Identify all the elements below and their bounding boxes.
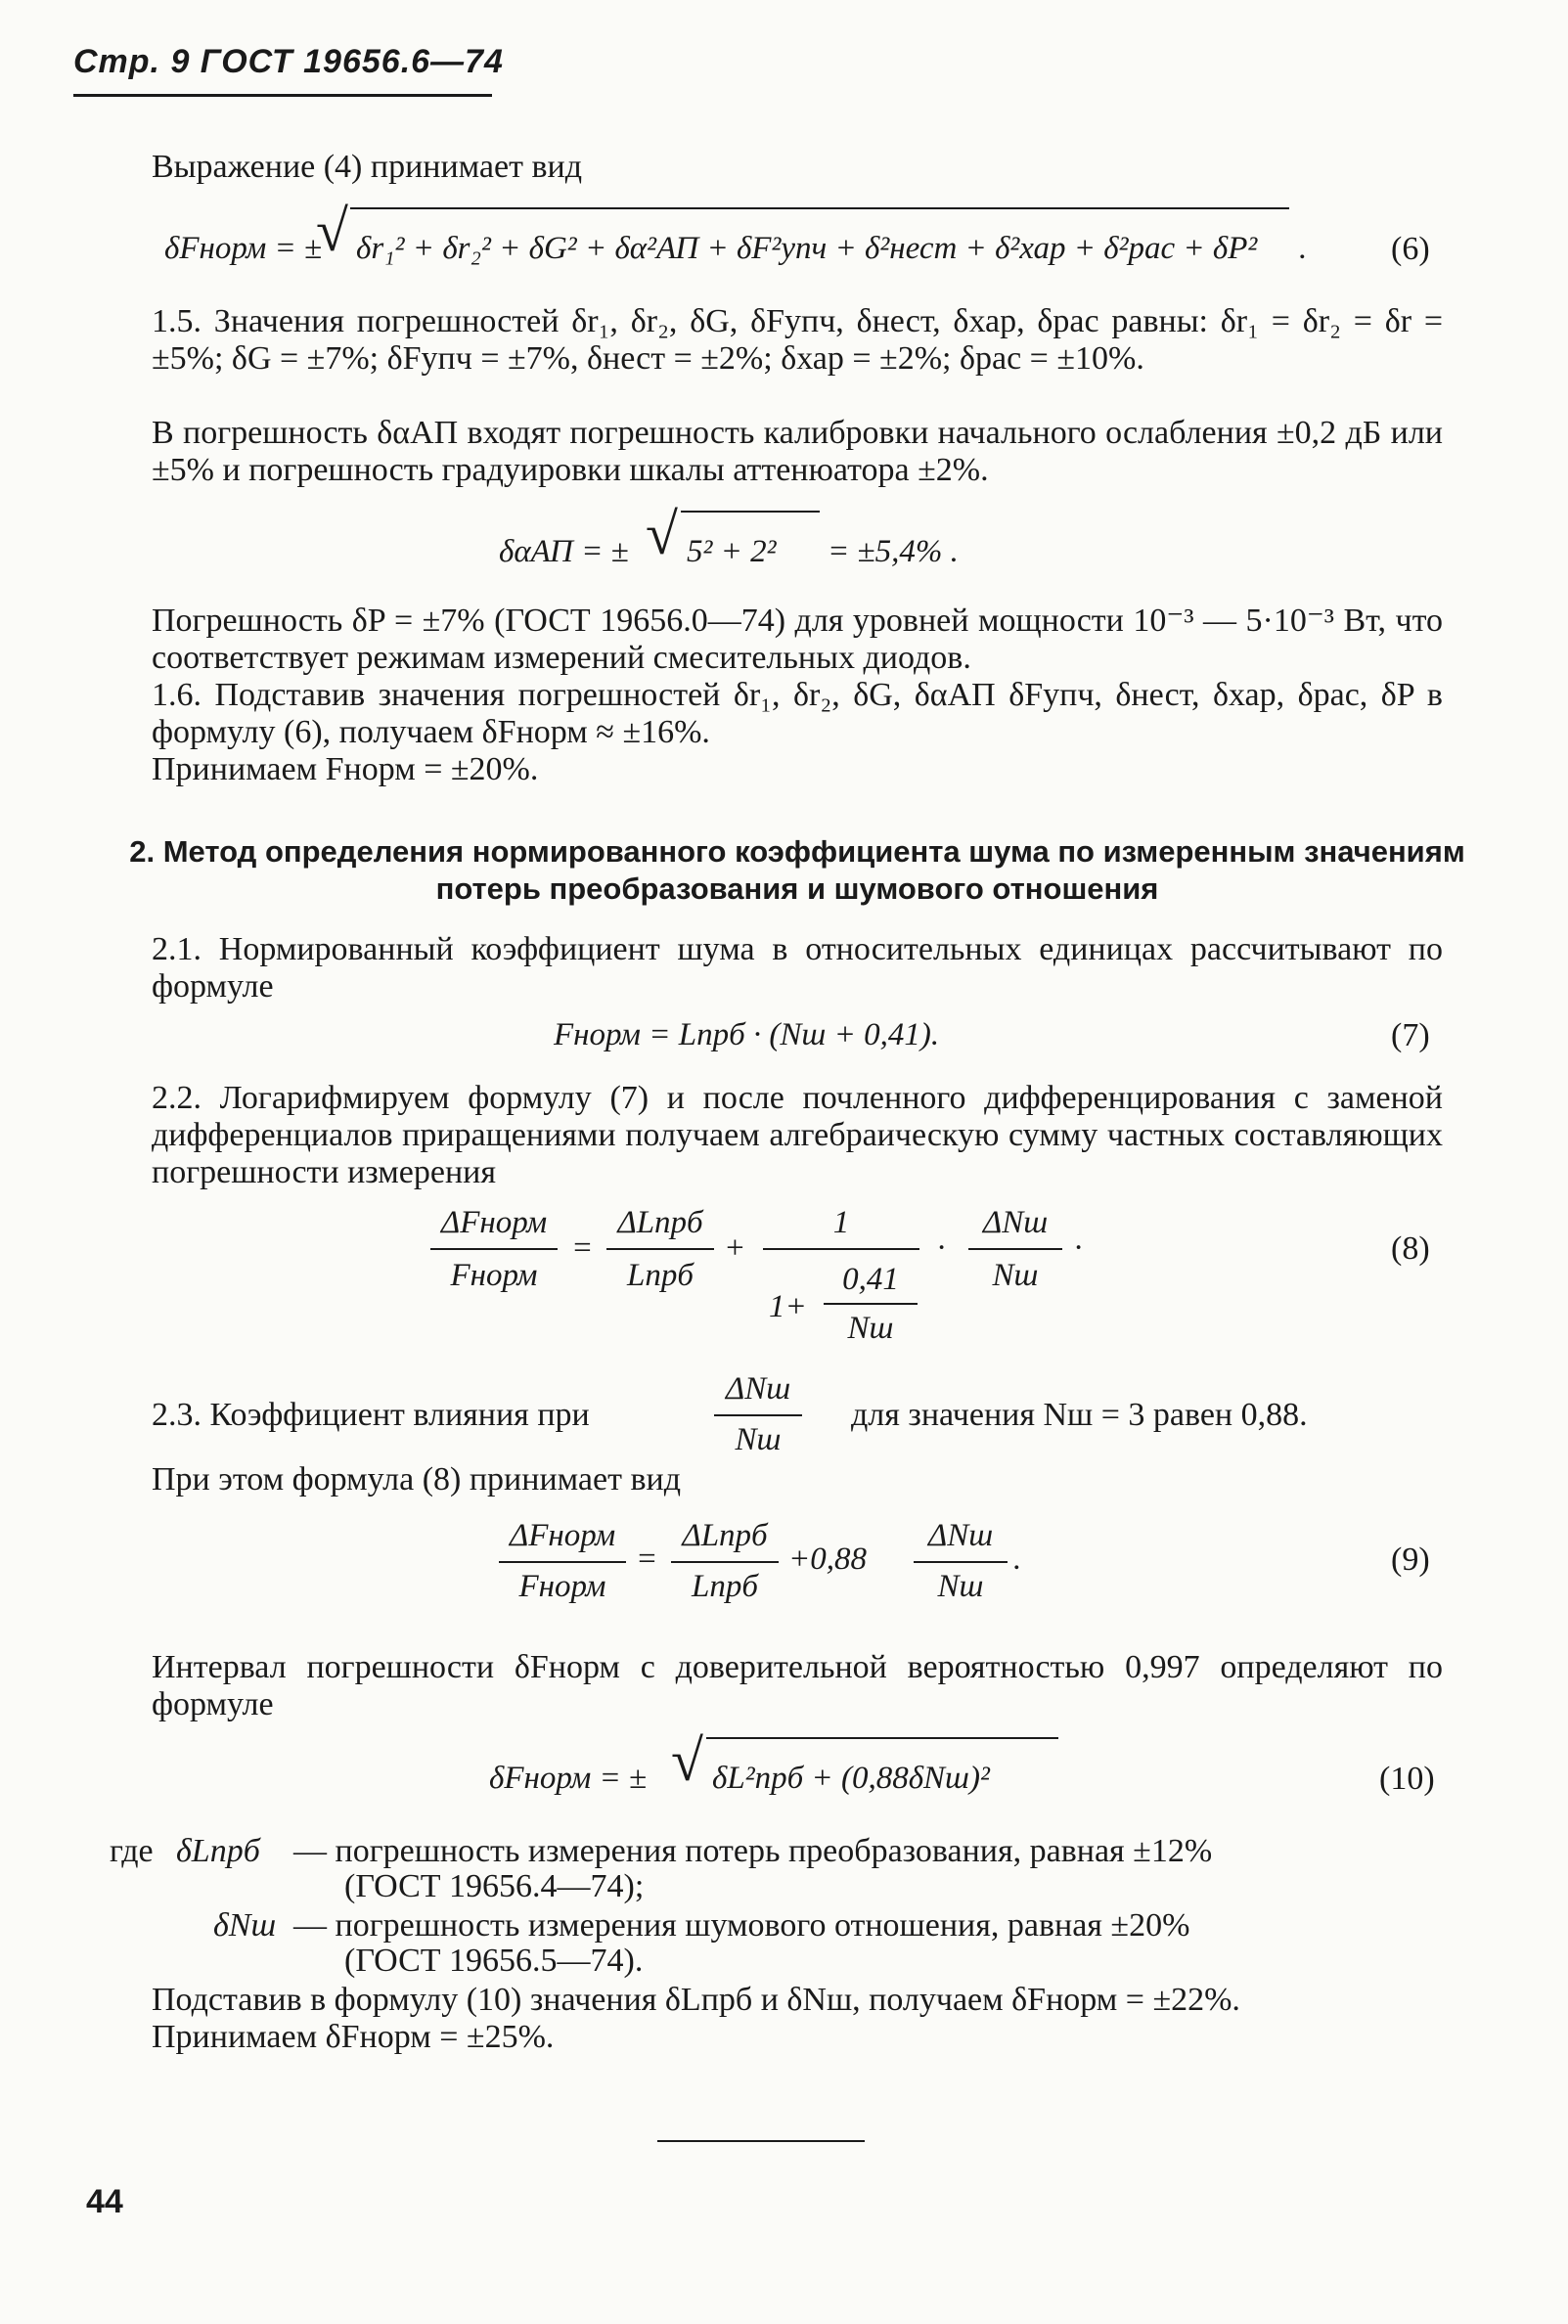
eq8-dot: · [937,1230,946,1266]
eq6-left: δFнорм = ± [164,231,323,266]
eq9-num-2: ΔLпрб [682,1518,768,1553]
eq8-den-4: Nш [992,1258,1039,1293]
eq9-num-3: ΔNш [927,1518,994,1553]
section-1-5-text: 1.5. Значения погрешностей δr₁, δr₂, δG, δFупч, δнест, δхар, δрас равны: δr₁ = δr₂ = δr = ±5%; δG = ±7%; δFупч = ±7%, δнест = ±2%; δхар = ±2%; δрас = ±10%. [152,303,1443,377]
eq-ap-right: = ±5,4% . [828,534,959,569]
eq10-left: δFнорм = ± [489,1761,648,1796]
eq6-tail: . [1299,231,1308,266]
eq9-den-2: Lпрб [692,1569,758,1604]
eq8-plus: + [724,1230,746,1266]
eq9-bar-1 [499,1561,626,1563]
eq7-number: (7) [1391,1017,1430,1053]
eq8-den-3a: 1+ [769,1289,807,1324]
section-1-6-text: 1.6. Подставив значения погрешностей δr₁, δr₂, δG, δαАП δFупч, δнест, δхар, δрас, δP в формулу (6), получаем δFнорм ≈ ±16%. [152,677,1443,750]
eq9-num-1: ΔFнорм [509,1518,616,1553]
section-1-5-text-2: В погрешность δαАП входят погрешность калибровки начального ослабления ±0,2 дБ или ±5% и погрешность градуировки шкалы аттенюатора ±2%. [152,415,1443,488]
eq8-tail: · [1074,1230,1083,1266]
eq-ap-vinculum [681,511,820,513]
eq8-bar-4 [968,1248,1062,1250]
section-2-2-text: 2.2. Логарифмируем формулу (7) и после почленного дифференцирования с заменой дифференциалов приращениями получаем алгебраическую сумму частных составляющих погрешности измерения [152,1080,1443,1190]
accept-text: Принимаем δFнорм = ±25%. [152,2019,555,2055]
where-desc-1b: (ГОСТ 19656.4—74); [344,1868,645,1904]
eq9-bar-2 [671,1561,779,1563]
eq6-sqrt-sign: √ [316,199,348,263]
eq8-bar-1 [430,1248,558,1250]
eq10-sqrt-sign: √ [671,1728,703,1793]
section-2-3-frac-bar [714,1414,802,1416]
eq8-num-3: 1 [832,1205,850,1240]
section-2-3-frac-den: Nш [735,1422,782,1457]
header-rule [73,94,492,97]
eq7-formula: Fнорм = Lпрб · (Nш + 0,41). [554,1017,940,1052]
eq9-bar-3 [914,1561,1008,1563]
eq8-num-4: ΔNш [982,1205,1049,1240]
eq-ap-left: δαАП = ± [499,534,629,569]
section-2-3-frac-num: ΔNш [725,1371,791,1407]
eq6-radicand: δr₁² + δr₂² + δG² + δα²АП + δF²упч + δ²нест + δ²хар + δ²рас + δP² [356,231,1258,266]
section-2-3-text-c: При этом формула (8) принимает вид [152,1461,682,1497]
eq8-bar-3 [763,1248,919,1250]
eq8-den-3-bar [824,1303,918,1305]
eq10-number: (10) [1379,1761,1435,1797]
eq6-number: (6) [1391,231,1430,267]
page-number: 44 [86,2183,123,2220]
where-term-2: δNш [213,1907,277,1944]
eq8-den-3-den: Nш [847,1311,894,1346]
eq8-bar-2 [606,1248,714,1250]
eq9-number: (9) [1391,1542,1430,1578]
eq8-number: (8) [1391,1230,1430,1267]
eq8-den-1: Fнорм [450,1258,538,1293]
where-term-1: δLпрб [176,1833,260,1869]
expr4-text: Выражение (4) принимает вид [152,149,583,185]
where-desc-1: — погрешность измерения потерь преобразования, равная ±12% [293,1833,1213,1869]
page-header: Стр. 9 ГОСТ 19656.6—74 [73,43,504,80]
eq8-den-3-num: 0,41 [842,1262,899,1297]
eq9-tail: . [1013,1542,1022,1577]
substitution-text: Подставив в формулу (10) значения δLпрб и δNш, получаем δFнорм = ±22%. [152,1982,1240,2018]
section-2-3-text-a: 2.3. Коэффициент влияния при [152,1397,590,1433]
eq-ap-sqrt-sign: √ [646,502,678,566]
interval-text: Интервал погрешности δFнорм с доверительной вероятностью 0,997 определяют по формуле [152,1649,1443,1722]
eq8-den-2: Lпрб [627,1258,694,1293]
eq9-equals: = [636,1542,658,1577]
eq9-coef: +0,88 [788,1542,868,1577]
eq9-den-3: Nш [937,1569,984,1604]
section-2-title: 2. Метод определения нормированного коэффициента шума по измеренным значениям потерь преобразования и шумового отношения [129,834,1465,906]
eq8-num-1: ΔFнорм [440,1205,548,1240]
eq10-radicand: δL²прб + (0,88δNш)² [712,1761,990,1796]
eq-ap-radicand: 5² + 2² [687,534,777,569]
where-label: где [110,1833,154,1869]
eq10-vinculum [706,1737,1058,1739]
section-2-3-text-b: для значения Nш = 3 равен 0,88. [851,1397,1308,1433]
eq6-vinculum [350,207,1289,209]
section-2-1-text: 2.1. Нормированный коэффициент шума в относительных единицах рассчитывают по формуле [152,931,1443,1005]
where-desc-2b: (ГОСТ 19656.5—74). [344,1943,644,1979]
where-desc-2: — погрешность измерения шумового отношения, равная ±20% [293,1907,1190,1944]
eq8-num-2: ΔLпрб [617,1205,703,1240]
eq9-den-1: Fнорм [518,1569,606,1604]
section-1-6-accept: Принимаем Fнорм = ±20%. [152,751,539,787]
error-text: Погрешность δP = ±7% (ГОСТ 19656.0—74) для уровней мощности 10⁻³ — 5·10⁻³ Вт, что соответствует режимам измерений смесительных диодов. [152,603,1443,676]
footer-rule [657,2140,865,2142]
eq8-equals: = [571,1230,594,1266]
